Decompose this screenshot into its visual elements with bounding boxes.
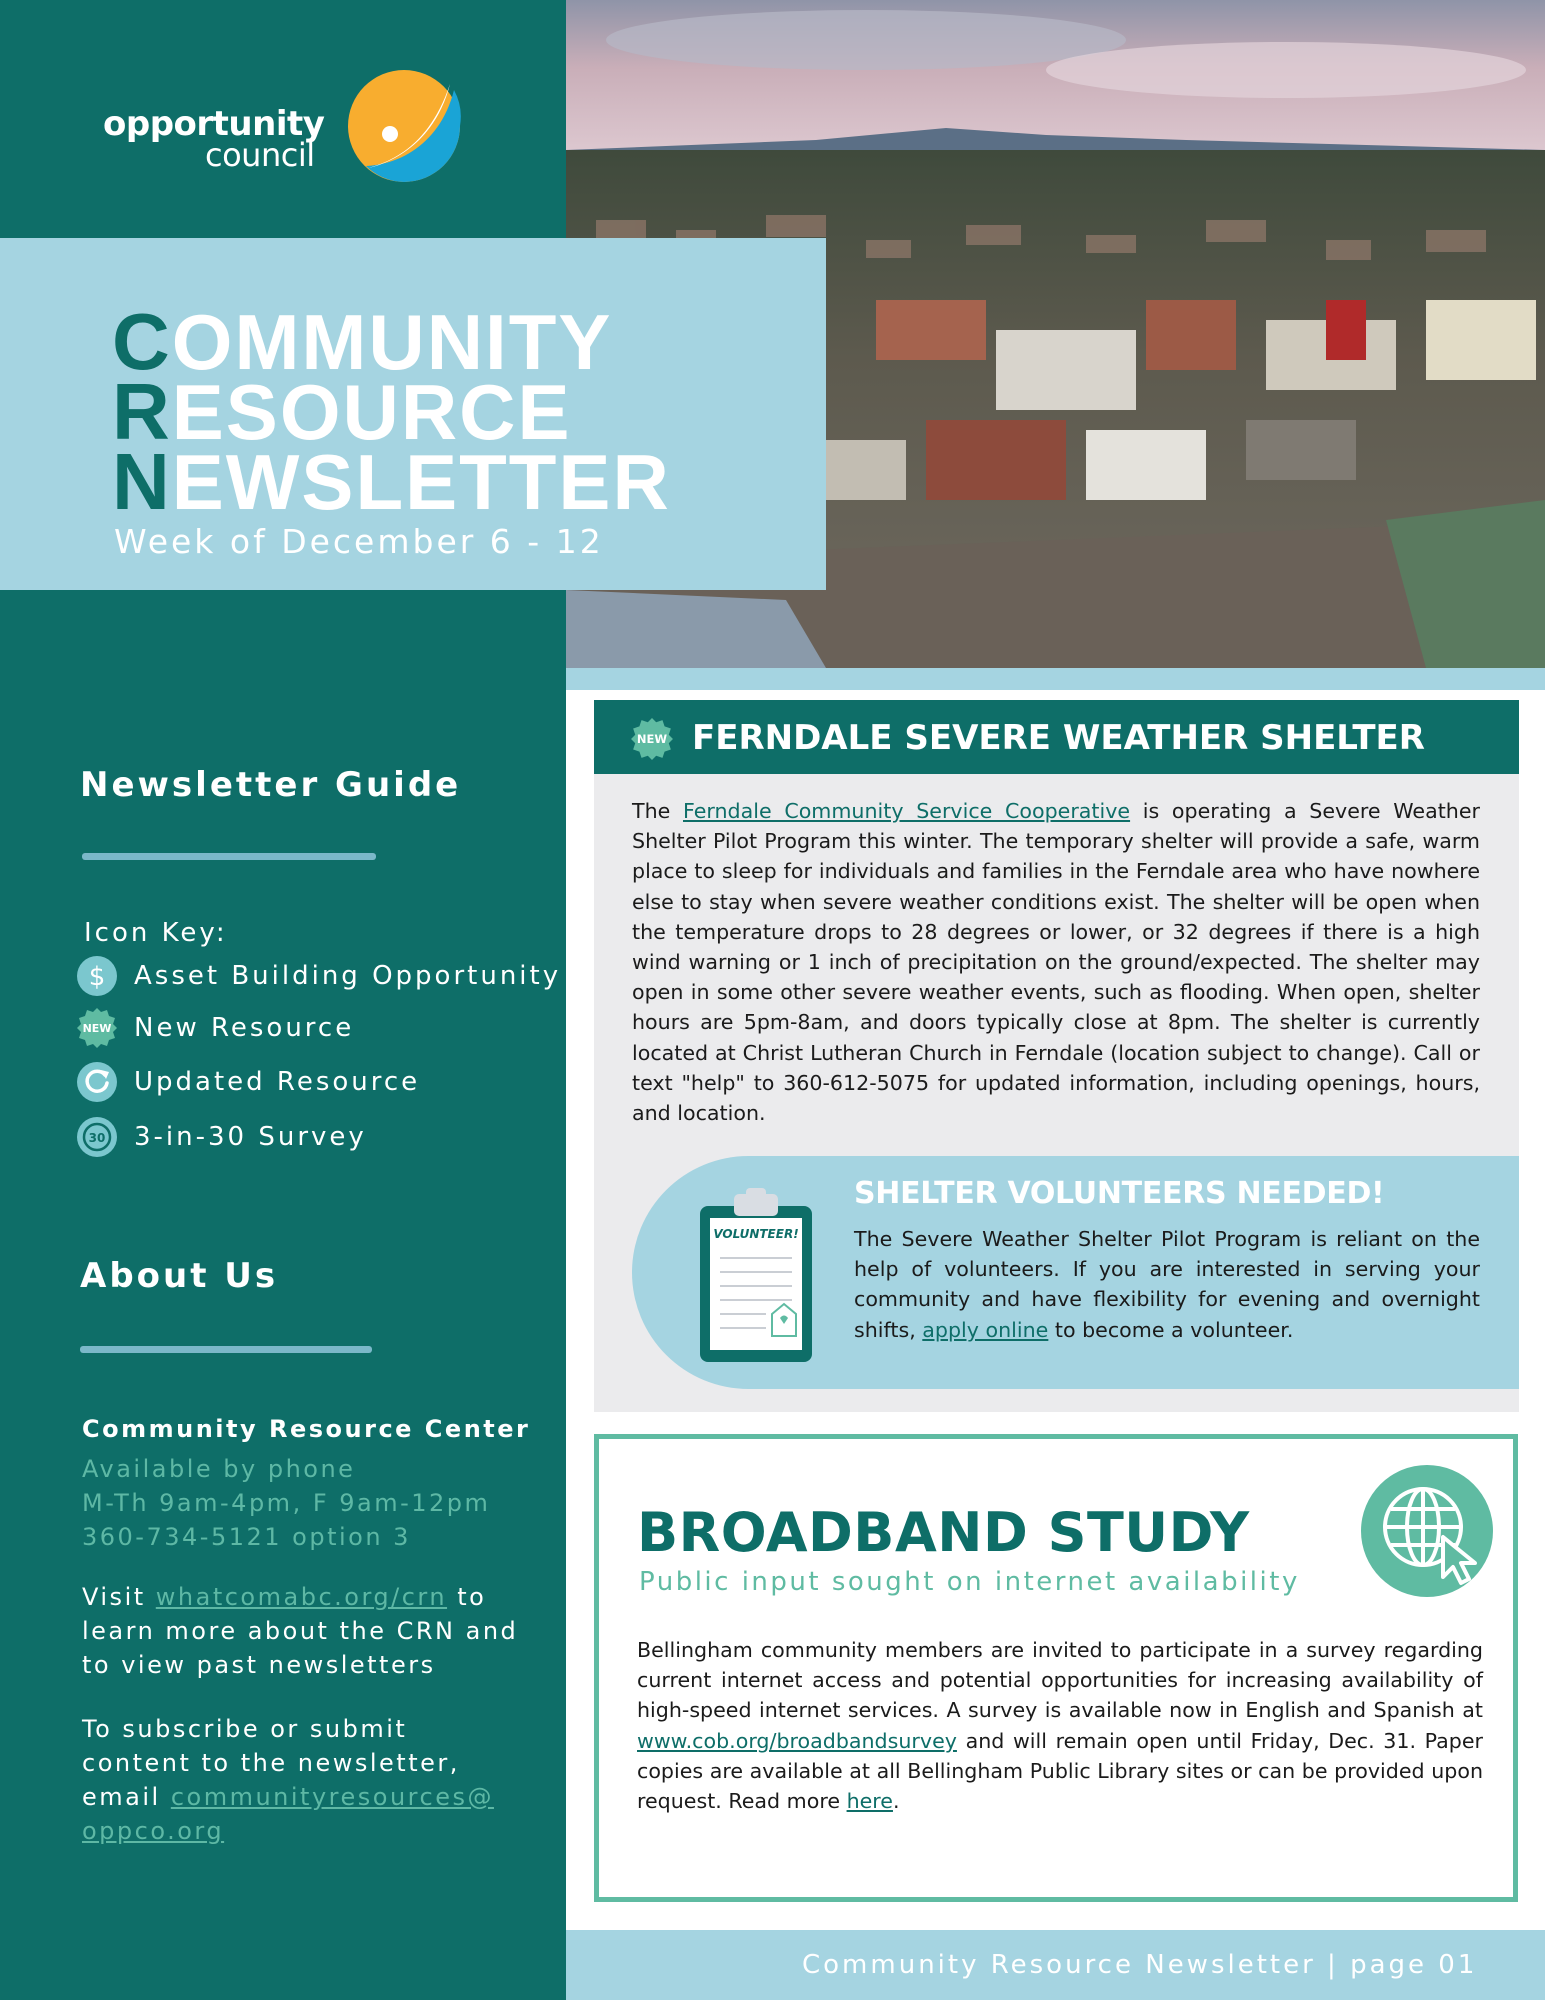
icon-key-label: 3-in-30 Survey [134, 1122, 367, 1152]
shelter-header [594, 700, 1519, 774]
ferndale-shelter-section [594, 700, 1519, 1412]
icon-key-label: Updated Resource [134, 1067, 421, 1097]
guide-divider [82, 853, 376, 860]
dollar-icon [76, 955, 118, 997]
title-line-resource: RESOURCE [112, 367, 572, 456]
newsletter-title-band [0, 238, 826, 590]
logo-word-opportunity: opportunity [103, 104, 325, 144]
crc-contact-info [82, 1452, 490, 1554]
shelter-description: The Ferndale Community Service Cooperative is operating a Severe Weather Shelter Pilot Program this winter. The temporary shelter will provide a safe, warm place to sleep for individuals and families in the Ferndale area who have nowhere else to stay when severe weather conditions exist. The shelter will be open when the temperature drops to 28 degrees or lower, or 32 degrees if there is a high wind warning or 1 inch of precipitation on the ground/expected. The shelter may open in some other severe weather events, such as flooding. When open, shelter hours are 5pm-8am, and doors typically close at 8pm. The shelter is currently located at Christ Lutheran Church in Ferndale (location subject to change). Call or text "help" to 360-612-5075 for updated information, including openings, hours, and location. [632, 799, 1480, 1126]
refresh-icon [76, 1061, 118, 1103]
logo-mark-icon [346, 68, 462, 184]
new-badge-icon [630, 717, 674, 761]
icon-key-label: Asset Building Opportunity [134, 961, 562, 991]
read-more-link[interactable]: here [846, 1789, 893, 1814]
globe-cursor-icon [1359, 1463, 1495, 1599]
volunteer-clipboard-icon [696, 1186, 816, 1366]
3-in-30-icon [76, 1116, 118, 1158]
icon-key-label: New Resource [134, 1013, 355, 1043]
broadband-title: BROADBAND STUDY [637, 1501, 1250, 1564]
about-us-heading: About Us [80, 1256, 279, 1296]
svg-text:$: $ [88, 962, 106, 992]
newsletter-guide-heading: Newsletter Guide [80, 765, 462, 805]
crc-heading: Community Resource Center [82, 1415, 531, 1443]
ferndale-cooperative-link[interactable]: Ferndale Community Service Cooperative [683, 799, 1131, 823]
broadband-study-section [594, 1434, 1518, 1902]
svg-text:VOLUNTEER!: VOLUNTEER! [713, 1227, 799, 1241]
title-line-community: COMMUNITY [112, 297, 613, 386]
opportunity-council-logo[interactable] [103, 68, 463, 188]
about-divider [80, 1346, 372, 1353]
svg-text:NEW: NEW [636, 732, 668, 747]
footer-page-label: Community Resource Newsletter | page 01 [802, 1950, 1478, 1980]
new-badge-icon [76, 1007, 118, 1049]
page-footer [566, 1930, 1545, 2000]
broadband-survey-link[interactable]: www.cob.org/broadbandsurvey [637, 1728, 957, 1753]
volunteers-needed-callout [632, 1156, 1519, 1389]
crc-hours: M-Th 9am-4pm, F 9am-12pm [82, 1489, 491, 1517]
volunteers-title: SHELTER VOLUNTEERS NEEDED! [854, 1176, 1385, 1211]
photo-accent-strip [566, 668, 1545, 690]
icon-key-asset-building [76, 956, 561, 996]
shelter-title: FERNDALE SEVERE WEATHER SHELTER [692, 718, 1425, 758]
icon-key-3-in-30 [76, 1117, 367, 1157]
icon-key-new-resource [76, 1008, 354, 1048]
visit-text: Visit whatcomabc.org/crn to learn more about the CRN and to view past newsletters [82, 1583, 519, 1679]
icon-key-heading: Icon Key: [84, 918, 228, 948]
broadband-description: Bellingham community members are invited to participate in a survey regarding current internet access and potential opportunities for increasing availability of high-speed internet services. A survey is available now in English and Spanish at www.cob.org/broadbandsurvey and will remain open until Friday, Dec. 31. Paper copies are available at all Bellingham Public Library sites or can be provided upon request. Read more here. [637, 1638, 1483, 1814]
crc-availability: Available by phone [82, 1455, 356, 1483]
subscribe-text: To subscribe or submit content to the newsletter, email communityresources@ oppco.org [82, 1715, 494, 1845]
volunteers-description: The Severe Weather Shelter Pilot Program is reliant on the help of volunteers. If you are interested in serving your community and have flexibility for evening and overnight shifts, apply online to become a volunteer. [854, 1227, 1480, 1342]
title-line-newsletter: NEWSLETTER [112, 437, 671, 526]
broadband-subtitle: Public input sought on internet availability [639, 1567, 1300, 1597]
crc-phone: 360-734-5121 option 3 [82, 1523, 411, 1551]
svg-text:30: 30 [88, 1131, 106, 1145]
email-link[interactable]: communityresources@ oppco.org [82, 1783, 494, 1845]
crn-website-link[interactable]: whatcomabc.org/crn [155, 1583, 448, 1611]
apply-online-link[interactable]: apply online [922, 1317, 1049, 1342]
icon-key-updated-resource [76, 1062, 420, 1102]
svg-text:NEW: NEW [82, 1022, 112, 1035]
week-of-date: Week of December 6 - 12 [114, 522, 604, 561]
logo-word-council: council [205, 136, 315, 174]
